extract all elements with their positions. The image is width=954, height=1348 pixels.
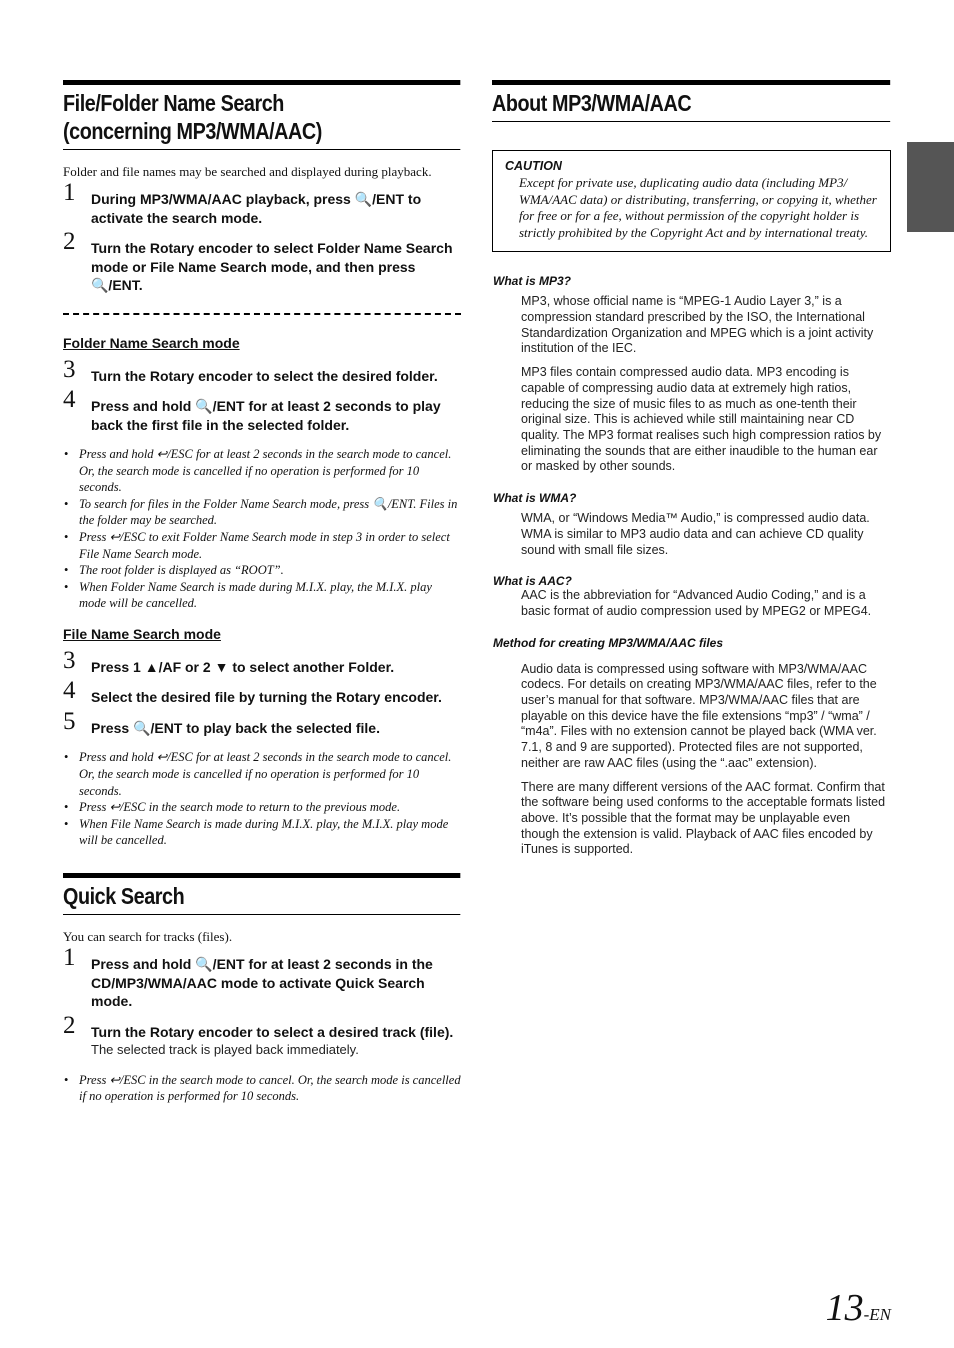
step: 3 Press 1 ▲/AF or 2 ▼ to select another Folder.	[63, 646, 395, 675]
note-item: • Press ↩/ESC in the search mode to cancel. Or, the search mode is cancelled if no operation is performed for 10 seconds.	[79, 1072, 461, 1105]
note-item: • Press ↩/ESC to exit Folder Name Search mode in step 3 in order to select File Name Search mode.	[79, 529, 461, 562]
section-tab	[907, 142, 954, 232]
subheading-file-mode: File Name Search mode	[63, 625, 221, 642]
note-item: • Press ↩/ESC in the search mode to return to the previous mode.	[79, 799, 461, 816]
question-heading: What is WMA?	[493, 491, 577, 506]
intro-text: Folder and file names may be searched and displayed during playback.	[63, 164, 432, 179]
question-heading: What is MP3?	[493, 274, 572, 289]
step: 4 Press and hold 🔍/ENT for at least 2 seconds to play back the first file in the selected folder.	[63, 386, 441, 433]
section-title-file-folder-search: File/Folder Name Search (concerning MP3/WMA/AAC)	[63, 80, 460, 150]
paragraph: There are many different versions of the AAC format. Confirm that the software being used conforms to the acceptable formats listed above. It’s possible that the format may be unplayable even though the extension is valid. Playback of AAC files encoded by iTunes is supported.	[521, 779, 886, 857]
notes-list	[63, 749, 461, 849]
caution-box	[492, 150, 891, 252]
page-number: 13-EN	[825, 1287, 891, 1329]
note-item: • When File Name Search is made during M.I.X. play, the M.I.X. play mode will be cancelled.	[79, 816, 461, 849]
note-item: • Press and hold ↩/ESC for at least 2 seconds in the search mode to cancel. Or, the search mode is cancelled if no operation is performed for 10 seconds.	[79, 446, 461, 496]
caution-text: Except for private use, duplicating audio data (including MP3/ WMA/AAC data) or distributing, transferring, or copying it, whether for free or for a fee, without permission of the copyright holder is strictly prohibited by the Copyright Act and by international treaty.	[519, 175, 877, 240]
right-column	[492, 80, 891, 866]
note-item: • The root folder is displayed as “ROOT”.	[79, 562, 461, 579]
paragraph: WMA, or “Windows Media™ Audio,” is compressed audio data. WMA is similar to MP3 audio data and can achieve CD quality sound with small file sizes.	[521, 511, 870, 557]
note-item: • When Folder Name Search is made during M.I.X. play, the M.I.X. play mode will be cancelled.	[79, 579, 461, 612]
paragraph: Audio data is compressed using software with MP3/WMA/AAC codecs. For details on creating MP3/WMA/AAC files, refer to the user’s manual for that software. MP3/WMA/AAC files that are playable on this device have the file extensions “mp3” / “wma” / “m4a”. Files with no extension cannot be played back (WMA ver. 7.1, 8 and 9 are supported). Protected files are not supported, neither are raw AAC files (using the “.aac” extension).	[521, 661, 877, 770]
left-column	[63, 80, 461, 1119]
question-heading: What is AAC?	[493, 574, 572, 589]
step: 4 Select the desired file by turning the Rotary encoder.	[63, 677, 442, 706]
paragraph: MP3, whose official name is “MPEG-1 Audio Layer 3,” is a compression standard prescribed by the ISO, the International Standardization Organization and MPEG which is a joint activity institution of the IEC.	[521, 294, 874, 356]
section-title-quick-search: Quick Search	[63, 873, 460, 915]
step: 1 During MP3/WMA/AAC playback, press 🔍/ENT to activate the search mode.	[63, 179, 422, 226]
notes-list	[63, 1072, 461, 1105]
question-heading: Method for creating MP3/WMA/AAC files	[493, 635, 724, 650]
intro-text: You can search for tracks (files).	[63, 929, 233, 944]
notes-list	[63, 446, 461, 612]
step: 2 Turn the Rotary encoder to select Folder Name Search mode or File Name Search mode, and then press 🔍/ENT.	[63, 228, 453, 293]
step: 5 Press 🔍/ENT to play back the selected file.	[63, 707, 380, 736]
paragraph: MP3 files contain compressed audio data. MP3 encoding is capable of compressing audio data at extremely high ratios, reducing the size of music files to as much as one-tenth their original size. This is achieved while still maintaining near CD quality. The MP3 format realises such high compression ratios by eliminating the sounds that are either inaudible to the human ear or masked by other sounds.	[521, 365, 882, 474]
caution-title: CAUTION	[505, 159, 562, 173]
paragraph: AAC is the abbreviation for “Advanced Audio Coding,” and is a basic format of audio compression used by MPEG2 or MPEG4.	[521, 588, 872, 618]
note-item: • Press and hold ↩/ESC for at least 2 seconds in the search mode to cancel. Or, the search mode is cancelled if no operation is performed for 10 seconds.	[79, 749, 461, 799]
step: 3 Turn the Rotary encoder to select the desired folder.	[63, 355, 438, 384]
note-item: • To search for files in the Folder Name Search mode, press 🔍/ENT. Files in the folder may be searched.	[79, 496, 461, 529]
subheading-folder-mode: Folder Name Search mode	[63, 334, 240, 351]
step: 2 Turn the Rotary encoder to select a desired track (file). The selected track is played back immediately.	[63, 1011, 454, 1057]
step: 1 Press and hold 🔍/ENT for at least 2 seconds in the CD/MP3/WMA/AAC mode to activate Quick Search mode.	[63, 944, 433, 1009]
dashed-divider	[63, 313, 461, 315]
section-title-about: About MP3/WMA/AAC	[492, 80, 890, 122]
